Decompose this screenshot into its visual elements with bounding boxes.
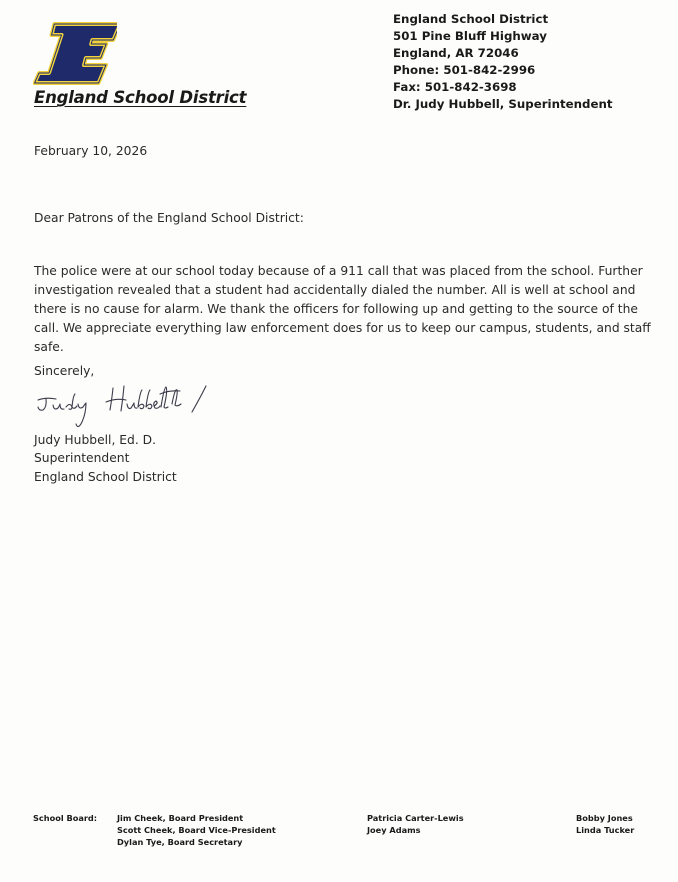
signature-image — [34, 380, 224, 432]
board-member: Joey Adams — [367, 824, 421, 835]
signer-block — [34, 431, 177, 486]
signer-organization: England School District — [34, 469, 177, 484]
contact-superintendent: Dr. Judy Hubbell, Superintendent — [393, 97, 613, 111]
contact-city: England, AR 72046 — [393, 46, 519, 60]
board-column-1 — [117, 813, 276, 848]
board-member: Dylan Tye, Board Secretary — [117, 836, 243, 847]
school-board-label: School Board: — [33, 813, 98, 823]
board-column-2 — [367, 813, 464, 837]
contact-district: England School District — [393, 12, 549, 26]
district-logo-icon — [33, 21, 117, 87]
salutation: Dear Patrons of the England School District: — [34, 211, 304, 225]
body-paragraph: The police were at our school today because of a 911 call that was placed from the school. Further investigation revealed that a student had accidentally dialed the number. All is well at school and there is no cause for alarm. We thank the officers for following up and getting to the source of the call. We appreciate everything law enforcement does for us to keep our campus, students, and staff safe. — [34, 264, 651, 354]
closing: Sincerely, — [34, 364, 95, 378]
signer-name: Judy Hubbell, Ed. D. — [34, 433, 157, 447]
contact-fax: Fax: 501-842-3698 — [393, 80, 517, 94]
contact-phone: Phone: 501-842-2996 — [393, 63, 536, 77]
signer-title: Superintendent — [34, 451, 130, 466]
board-member: Jim Cheek, Board President — [117, 813, 244, 823]
board-column-3 — [576, 813, 634, 837]
board-member: Bobby Jones — [576, 813, 633, 823]
board-member: Scott Cheek, Board Vice-President — [117, 824, 276, 835]
board-member: Linda Tucker — [576, 824, 635, 835]
letter-date: February 10, 2026 — [34, 144, 148, 158]
contact-street: 501 Pine Bluff Highway — [393, 29, 547, 43]
board-member: Patricia Carter-Lewis — [367, 813, 464, 823]
district-name-heading: England School District — [34, 88, 247, 107]
contact-block — [393, 11, 613, 113]
